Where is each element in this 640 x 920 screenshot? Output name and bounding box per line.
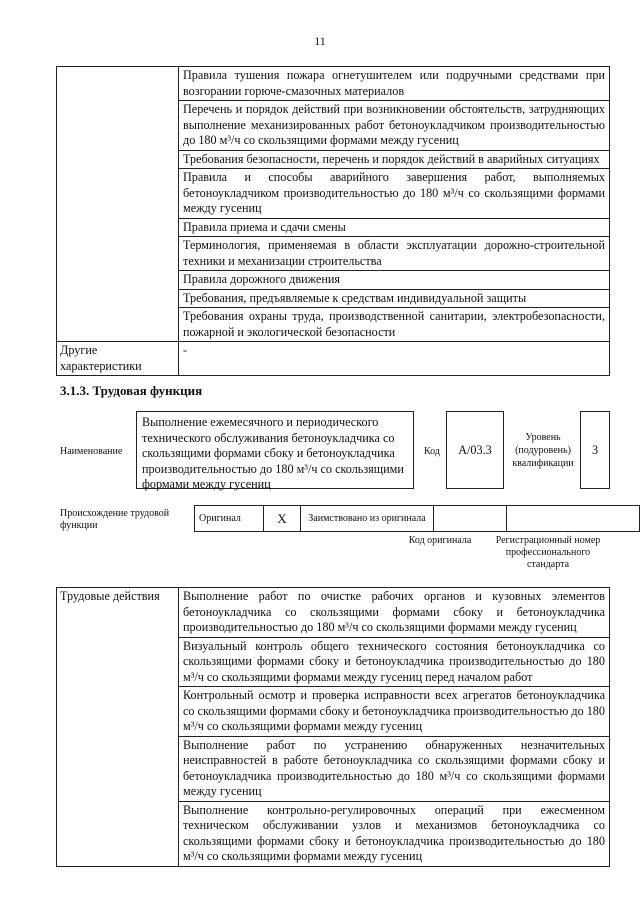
code-label: Код: [424, 446, 440, 457]
requirement-cell: Требования охраны труда, производственной санитарии, электробезопасности, пожарной и экологической безопасности: [179, 308, 610, 342]
qualification-level-box: 3: [580, 411, 610, 489]
table-row: [57, 342, 610, 376]
requirement-cell: Правила и способы аварийного завершения работ, выполняемых бетоноукладчиком производительностью до 180 м³/ч со скользящими формами между гусениц: [179, 169, 610, 219]
original-code-caption: Код оригинала: [408, 535, 472, 546]
action-cell: Визуальный контроль общего технического состояния бетоноукладчика со скользящими формами сбоку и бетоноукладчика производительностью до 180 м³/ч со скользящими формами между гусениц перед началом работ: [179, 637, 610, 687]
function-code-box: A/03.3: [446, 411, 504, 489]
action-cell: Выполнение работ по очистке рабочих органов и кузовных элементов бетоноукладчика со скользящими формами сбоку и бетоноукладчика производительностью до 180 м³/ч со скользящими формами между гусениц: [179, 588, 610, 638]
requirement-cell: Правила приема и сдачи смены: [179, 218, 610, 237]
requirement-cell: Требования, предъявляемые к средствам индивидуальной защиты: [179, 289, 610, 308]
table-row: [57, 588, 610, 638]
action-cell: Выполнение работ по устранению обнаруженных незначительных неисправностей в работе бетоноукладчика со скользящими формами сбоку и бетоноукладчика производительностью до 180 м³/ч со скользящими формами между гусениц: [179, 736, 610, 801]
requirement-cell: Перечень и порядок действий при возникновении обстоятельств, затрудняющих выполнение механизированных работ бетоноукладчиком производительностью до 180 м³/ч со скользящими формами между гусениц: [179, 101, 610, 151]
table-row: [57, 67, 610, 101]
borrowed-label: Заимствовано из оригинала: [301, 506, 434, 532]
other-characteristics-label: Другие характеристики: [57, 342, 179, 376]
requirement-cell: Правила дорожного движения: [179, 271, 610, 290]
requirement-cell: Терминология, применяемая в области эксплуатации дорожно-строительной техники и механизации строительства: [179, 237, 610, 271]
original-mark: X: [264, 506, 301, 532]
registration-number-caption: Регистрационный номер профессионального стандарта: [495, 535, 601, 570]
origin-label: Происхождение трудовой функции: [60, 508, 170, 531]
action-cell: Выполнение контрольно-регулировочных операций при ежесменном техническом обслуживании узлов и механизмов бетоноукладчика со скользящими формами сбоку и бетоноукладчика производительностью до 180 м³/ч со скользящими формами между гусениц: [179, 801, 610, 866]
action-cell: Контрольный осмотр и проверка исправности всех агрегатов бетоноукладчика со скользящими формами сбоку и бетоноукладчика производительностью до 180 м³/ч со скользящими формами между гусениц: [179, 687, 610, 737]
page-number: 11: [314, 34, 326, 48]
requirement-cell: Требования безопасности, перечень и порядок действий в аварийных ситуациях: [179, 150, 610, 169]
origin-table: [194, 505, 640, 532]
labor-actions-table: [56, 587, 610, 867]
name-label: Наименование: [60, 446, 123, 457]
original-label: Оригинал: [195, 506, 264, 532]
registration-number-cell: [507, 506, 640, 532]
section-title: 3.1.3. Трудовая функция: [60, 383, 203, 398]
requirement-cell: Правила тушения пожара огнетушителем или подручными средствами при возгорании горюче-смазочных материалов: [179, 67, 610, 101]
row-label-empty: [57, 67, 179, 342]
labor-actions-label: Трудовые действия: [57, 588, 179, 867]
other-characteristics-value: -: [179, 342, 610, 376]
function-name-box: Выполнение ежемесячного и периодического технического обслуживания бетоноукладчика со скользящими формами сбоку и бетоноукладчика производительностью до 180 м³/ч со скользящими формами между гусениц: [136, 411, 414, 489]
knowledge-requirements-table: [56, 66, 610, 376]
original-code-cell: [434, 506, 507, 532]
qualification-level-label: Уровень (подуровень) квалификации: [512, 432, 574, 469]
table-row: [195, 506, 640, 532]
